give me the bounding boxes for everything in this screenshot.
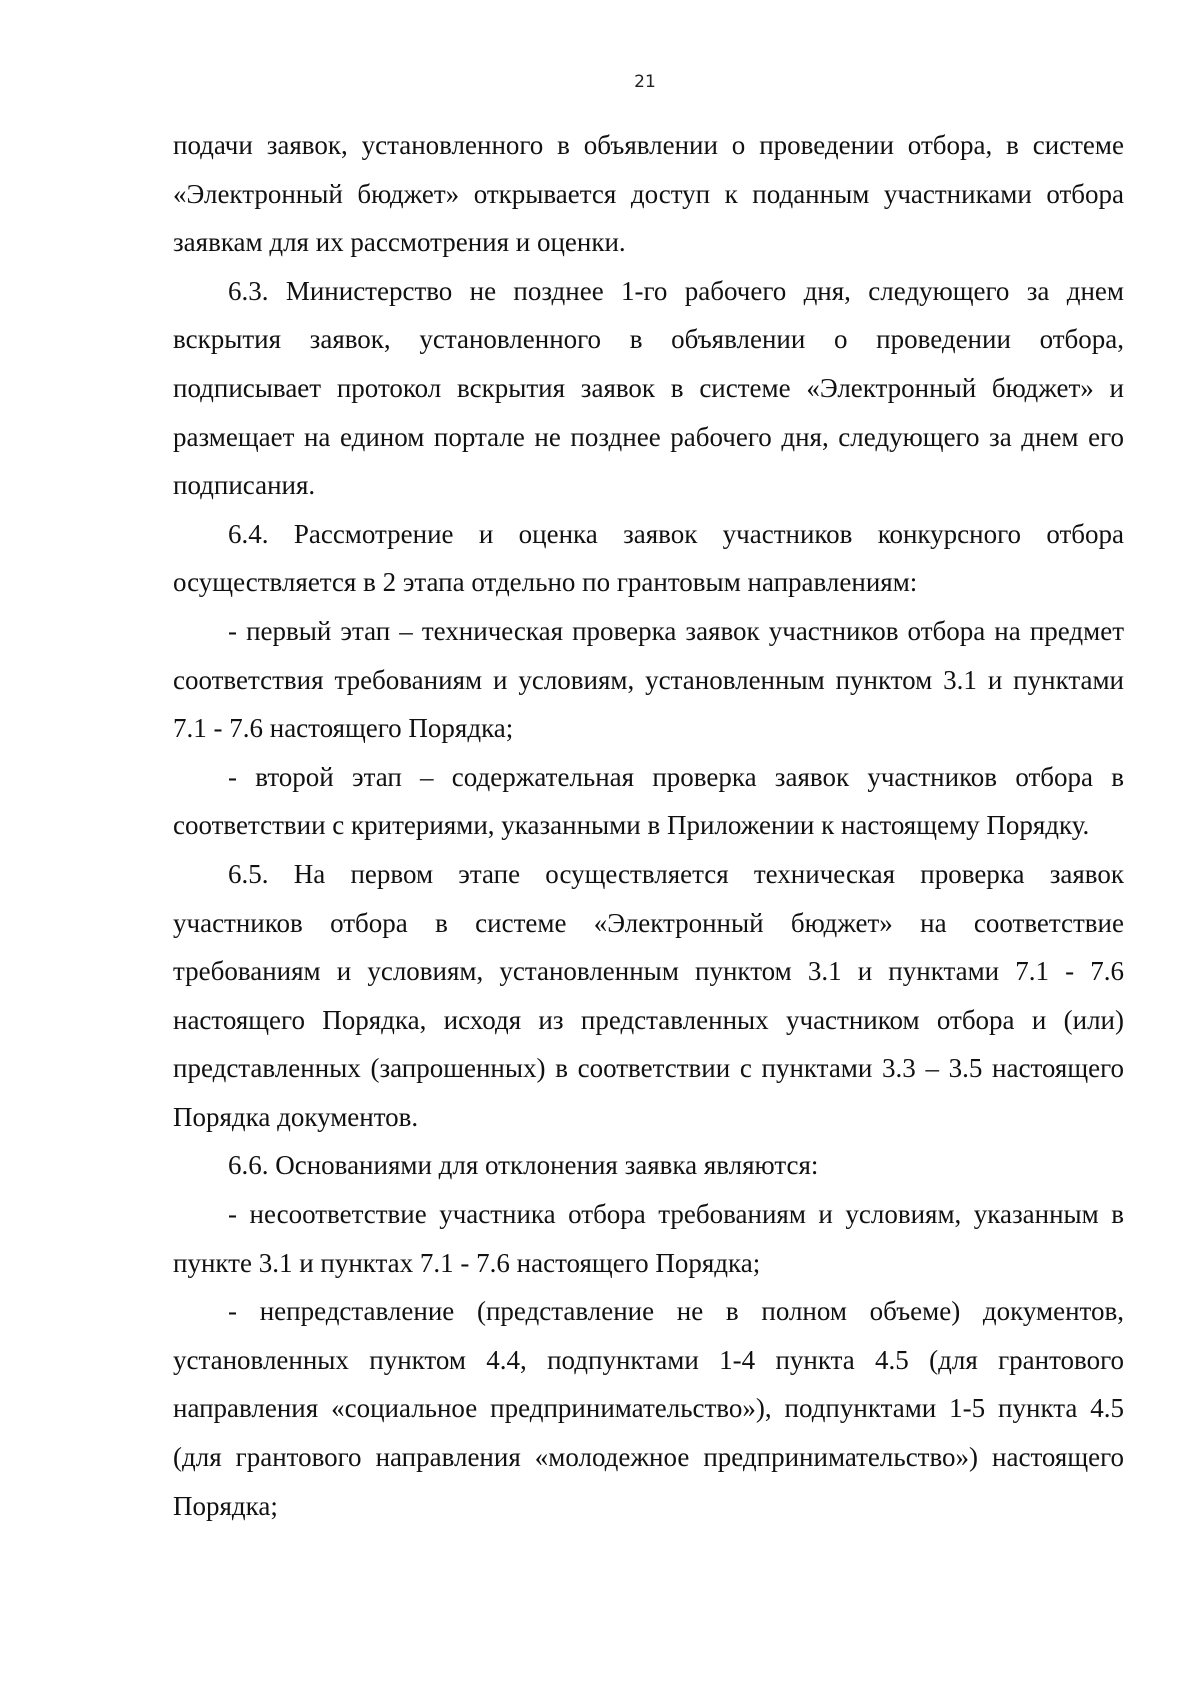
paragraph-6-5: 6.5. На первом этапе осуществляется техническая проверка заявок участников отбора в системе «Электронный бюджет» на соответствие требованиям и условиям, установленным пунктом 3.1 и пунктами 7.1 - 7.6 настоящего Порядка, исходя из представленных участником отбора и (или) представленных (запрошенных) в соответствии с пунктами 3.3 – 3.5 настоящего Порядка документов. xyxy=(173,858,1124,1132)
page-number: 21 xyxy=(634,72,656,92)
document-body xyxy=(173,121,1124,1530)
list-item-nonconformity: - несоответствие участника отбора требованиям и условиям, указанным в пункте 3.1 и пунктах 7.1 - 7.6 настоящего Порядка; xyxy=(173,1199,1124,1278)
list-item-first-stage: - первый этап – техническая проверка заявок участников отбора на предмет соответствия требованиям и условиям, установленным пунктом 3.1 и пунктами 7.1 - 7.6 настоящего Порядка; xyxy=(173,615,1124,744)
list-item-missing-documents: - непредставление (представление не в полном объеме) документов, установленных пунктом 4.4, подпунктами 1-4 пункта 4.5 (для грантового направления «социальное предпринимательство»), подпунктами 1-5 пункта 4.5 (для грантового направления «молодежное предпринимательство») настоящего Порядка; xyxy=(173,1296,1124,1521)
paragraph-6-3: 6.3. Министерство не позднее 1-го рабочего дня, следующего за днем вскрытия заявок, установленного в объявлении о проведении отбора, подписывает протокол вскрытия заявок в системе «Электронный бюджет» и размещает на едином портале не позднее рабочего дня, следующего за днем его подписания. xyxy=(173,275,1124,501)
paragraph-6-4: 6.4. Рассмотрение и оценка заявок участников конкурсного отбора осуществляется в 2 этапа отдельно по грантовым направлениям: xyxy=(173,518,1124,598)
paragraph-continuation: подачи заявок, установленного в объявлении о проведении отбора, в системе «Электронный бюджет» открывается доступ к поданным участниками отбора заявкам для их рассмотрения и оценки. xyxy=(173,130,1124,258)
paragraph-6-6: 6.6. Основаниями для отклонения заявка являются: xyxy=(228,1150,819,1181)
list-item-second-stage: - второй этап – содержательная проверка заявок участников отбора в соответствии с критериями, указанными в Приложении к настоящему Порядку. xyxy=(173,761,1124,841)
